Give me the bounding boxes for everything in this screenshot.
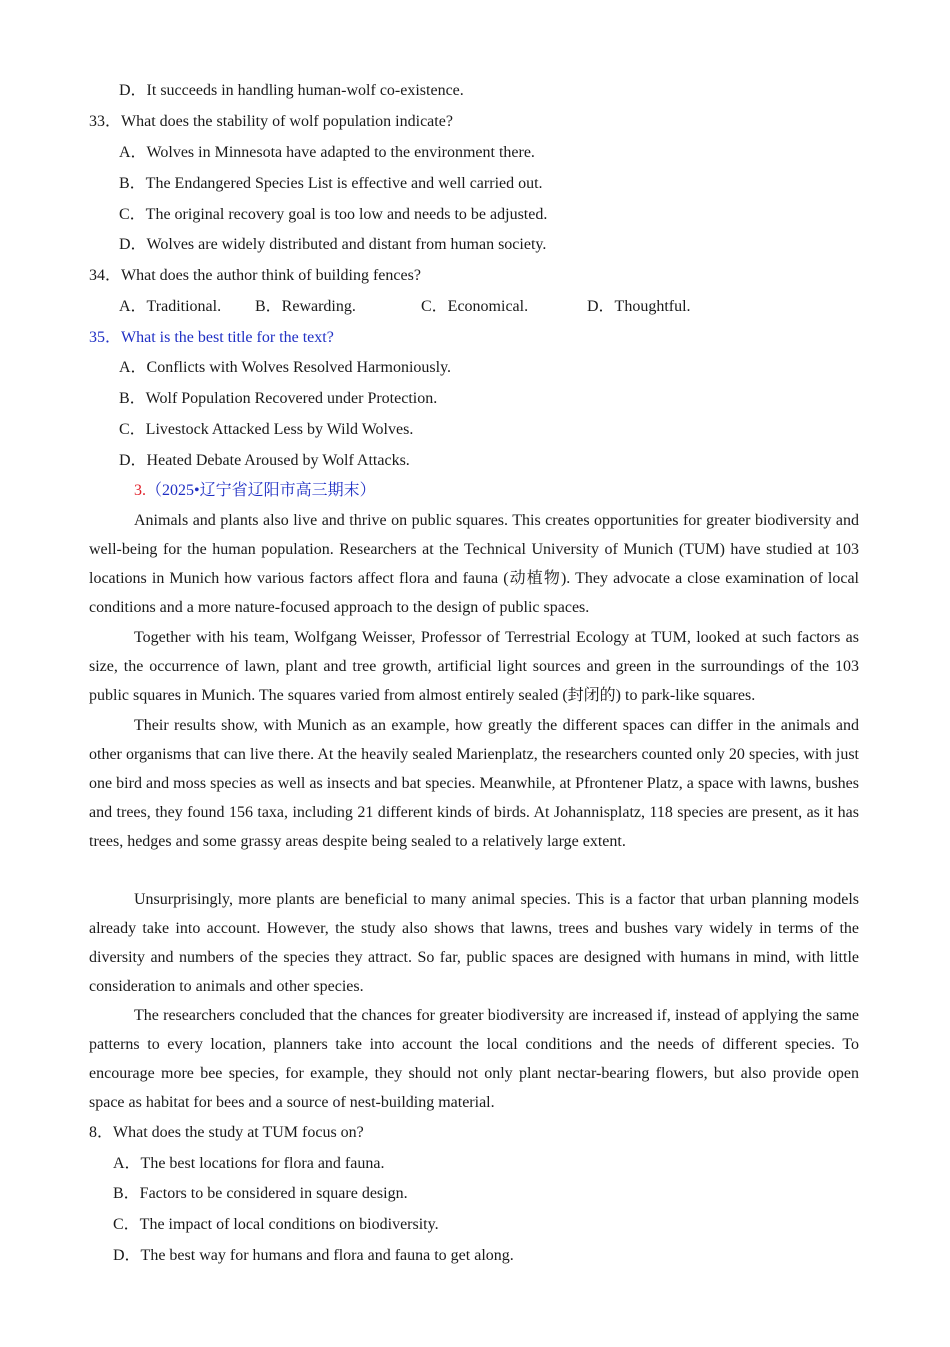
q34-option-a: A．Traditional. (119, 298, 222, 315)
q33-question: 33．What does the stability of wolf population indicate? (89, 113, 453, 130)
q8-option-a: A．The best locations for flora and fauna. (113, 1155, 385, 1172)
q35-option-c: C．Livestock Attacked Less by Wild Wolves. (119, 421, 414, 438)
passage-number: 3. (134, 482, 146, 499)
q34-question: 34．What does the author think of building fences? (89, 267, 421, 284)
q8-option-b: B．Factors to be considered in square design. (113, 1185, 408, 1202)
q8-option-c: C．The impact of local conditions on biodiversity. (113, 1216, 439, 1233)
q35-option-a: A．Conflicts with Wolves Resolved Harmoniously. (119, 359, 452, 376)
q8-option-d: D．The best way for humans and flora and fauna to get along. (113, 1247, 514, 1264)
q33-option-c: C．The original recovery goal is too low and needs to be adjusted. (119, 206, 548, 223)
passage-paragraph-1: Animals and plants also live and thrive on public squares. This creates opportunities for greater biodiversity and well-being for the human population. Researchers at the Technical University of Munich (TUM) have studied at 103 locations in Munich how various factors affect flora and fauna (动植物). They advocate a close examination of local conditions and a more nature-focused approach to the design of public spaces. (89, 512, 859, 616)
passage-paragraph-2: Together with his team, Wolfgang Weisser, Professor of Terrestrial Ecology at TUM, looked at such factors as size, the occurrence of lawn, plant and tree growth, artificial light sources and green in the surroundings of the 103 public squares in Munich. The squares varied from almost entirely sealed (封闭的) to park-like squares. (89, 629, 859, 704)
q32-option-d: D．It succeeds in handling human-wolf co-existence. (119, 82, 464, 99)
q34-option-c: C．Economical. (421, 298, 529, 315)
q35-question: 35．What is the best title for the text? (89, 329, 334, 346)
q8-question: 8．What does the study at TUM focus on? (89, 1124, 364, 1141)
q33-option-d: D．Wolves are widely distributed and distant from human society. (119, 236, 547, 253)
passage-paragraph-4: Unsurprisingly, more plants are beneficial to many animal species. This is a factor that urban planning models already take into account. However, the study also shows that lawns, trees and bushes vary widely in terms of the diversity and numbers of the species they attract. So far, public spaces are designed with humans in mind, with little consideration to animals and other species. (89, 891, 859, 995)
passage-source (134, 481, 376, 501)
q34-option-d: D．Thoughtful. (587, 298, 691, 315)
passage-paragraph-3: Their results show, with Munich as an example, how greatly the different spaces can differ in the animals and other organisms that can live there. At the heavily sealed Marienplatz, the researchers counted only 20 species, with just one bird and moss species as well as insects and bat species. Meanwhile, at Pfrontener Platz, a space with lawns, bushes and trees, they found 156 taxa, including 21 different kinds of birds. At Johannisplatz, 118 species are present, as it has trees, hedges and some grassy areas despite being sealed to a relatively large extent. (89, 717, 859, 850)
q35-option-b: B．Wolf Population Recovered under Protection. (119, 390, 438, 407)
q35-option-d: D．Heated Debate Aroused by Wolf Attacks. (119, 452, 410, 469)
passage-source-text: （2025•辽宁省辽阳市高三期末） (146, 482, 376, 499)
q33-option-a: A．Wolves in Minnesota have adapted to the environment there. (119, 144, 535, 161)
q33-option-b: B．The Endangered Species List is effective and well carried out. (119, 175, 543, 192)
q34-option-b: B．Rewarding. (255, 298, 356, 315)
passage-paragraph-5: The researchers concluded that the chances for greater biodiversity are increased if, instead of applying the same patterns to every location, planners take into account the local conditions and the needs of different species. To encourage more bee species, for example, they should not only plant nectar-bearing flowers, but also provide open space as habitat for bees and a source of nest-building material. (89, 1007, 859, 1111)
